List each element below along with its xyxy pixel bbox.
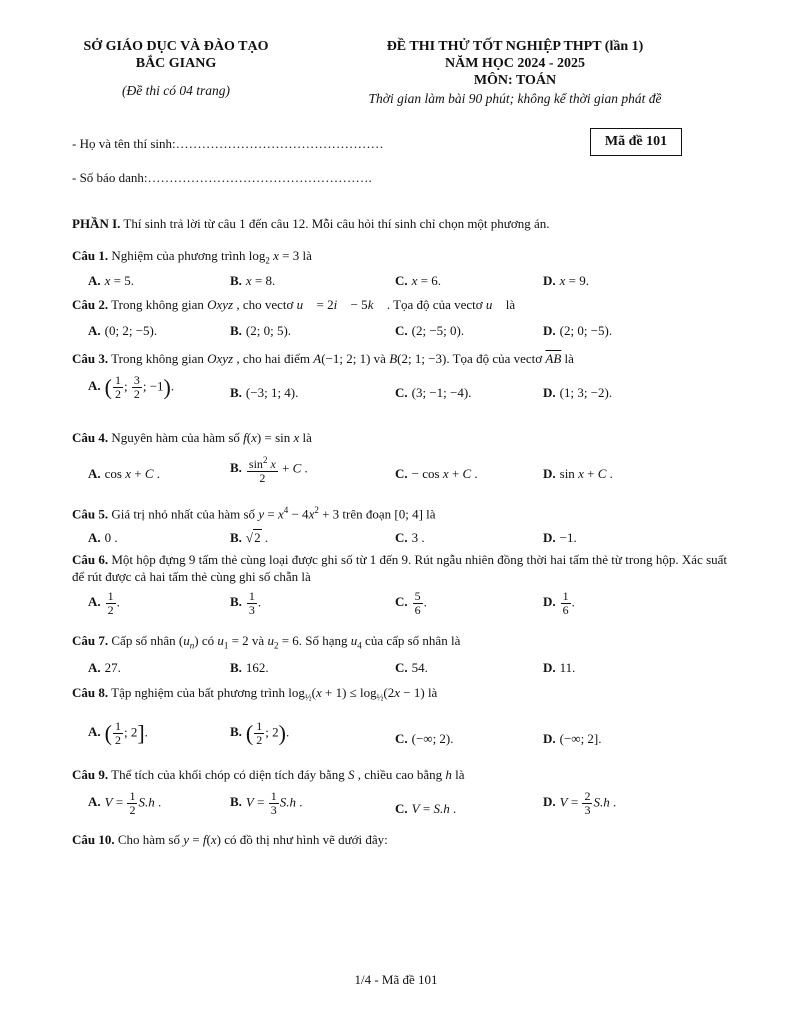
q8-option-b: B. ( $\frac{1}{2}$ ; 2). bbox=[230, 719, 290, 747]
q5-option-c: C. 3 . bbox=[395, 530, 425, 545]
q5-option-d: D. −1. bbox=[543, 530, 577, 545]
q8-option-a: A. ( $\frac{1}{2}$ ; 2]. bbox=[88, 719, 148, 747]
question-7: Câu 7. Cấp số nhân $(u_n)$ có $u_1 = 2$ và $u_2 = 6$. Số hạng $u_4$ của cấp số nhân là bbox=[72, 633, 461, 651]
q4-option-b: B. $\frac{\sin^2 x}{2}$ + C . bbox=[230, 455, 308, 485]
part1-label: PHẦN I. bbox=[72, 216, 121, 231]
exam-code-box: Mã đề 101 bbox=[590, 128, 682, 156]
q5-option-a: A. 0 . bbox=[88, 530, 118, 545]
q1-option-a: A. x = 5. bbox=[88, 273, 135, 288]
q6-option-b: B. $\frac{1}{3}$ . bbox=[230, 589, 262, 617]
q1-option-c: C. x = 6. bbox=[395, 273, 442, 288]
q2-option-c: C. (2; −5; 0). bbox=[395, 323, 465, 338]
question-8: Câu 8. Tập nghiệm của bất phương trình $\log_{\frac{1}{2}}(x + 1) \le \log_{\frac{1}{2}}(2x - 1)$ là bbox=[72, 685, 438, 703]
time-note: Thời gian làm bài 90 phút; không kể thời gian phát đề bbox=[368, 91, 662, 106]
question-5: Câu 5. Giá trị nhỏ nhất của hàm số $y = x^4 - 4x^2 + 3$ trên đoạn [0; 4] là bbox=[72, 505, 436, 522]
part1-intro bbox=[72, 216, 549, 232]
department-header bbox=[40, 38, 312, 99]
q4-option-a: A. cos x + C . bbox=[88, 466, 161, 481]
question-10: Câu 10. Cho hàm số y = f(x) có đồ thị như hình vẽ dưới đây: bbox=[72, 832, 388, 847]
q9-option-c: C. V = S.h . bbox=[395, 801, 457, 816]
q3-option-d: D. (1; 3; −2). bbox=[543, 385, 613, 400]
q8-option-d: D. (−∞; 2]. bbox=[543, 731, 602, 746]
part1-text: Thí sinh trả lời từ câu 1 đến câu 12. Mỗi câu hỏi thí sinh chỉ chọn một phương án. bbox=[120, 216, 550, 231]
q2-option-a: A. (0; 2; −5). bbox=[88, 323, 158, 338]
q8-option-c: C. (−∞; 2). bbox=[395, 731, 454, 746]
q2-option-d: D. (2; 0; −5). bbox=[543, 323, 613, 338]
q6-option-a: A. $\frac{1}{2}$ . bbox=[88, 589, 120, 617]
student-id-field: - Số báo danh:……………………………………………. bbox=[72, 170, 372, 185]
subject: MÔN: TOÁN bbox=[473, 73, 557, 88]
q7-option-d: D. 11. bbox=[543, 660, 576, 675]
q6-option-c: C. $\frac{5}{6}$ . bbox=[395, 589, 427, 617]
school-year: NĂM HỌC 2024 - 2025 bbox=[445, 56, 585, 71]
department-name: SỞ GIÁO DỤC VÀ ĐÀO TẠO bbox=[83, 39, 269, 54]
q9-option-a: A. V = $\frac{1}{2}$ S.h . bbox=[88, 789, 162, 817]
q3-option-b: B. (−3; 1; 4). bbox=[230, 385, 299, 400]
question-4: Câu 4. Nguyên hàm của hàm số f(x) = sin x là bbox=[72, 430, 312, 445]
province-name: BẮC GIANG bbox=[135, 56, 217, 71]
q6-option-d: D. $\frac{1}{6}$ . bbox=[543, 589, 575, 617]
q3-option-a: A. ( $\frac{1}{2}$ ; $\frac{3}{2}$ ; −1). bbox=[88, 373, 175, 401]
q7-option-a: A. 27. bbox=[88, 660, 121, 675]
student-name-field: - Họ và tên thí sinh:………………………………………… bbox=[72, 136, 384, 151]
page-count-note: (Đề thi có 04 trang) bbox=[122, 83, 230, 98]
q3-option-c: C. (3; −1; −4). bbox=[395, 385, 472, 400]
q1-option-d: D. x = 9. bbox=[543, 273, 590, 288]
q9-option-b: B. V = $\frac{1}{3}$ S.h . bbox=[230, 789, 303, 817]
question-2: Câu 2. Trong không gian Oxyz , cho vectơ u⃗ = 2i⃗ − 5k⃗ . Tọa độ của vectơ u⃗ là bbox=[72, 297, 516, 312]
q4-option-d: D. sin x + C . bbox=[543, 466, 613, 481]
exam-title: ĐỀ THI THỬ TỐT NGHIỆP THPT (lần 1) bbox=[386, 39, 644, 54]
question-6: Câu 6. Một hộp đựng 9 tấm thẻ cùng loại được ghi số từ 1 đến 9. Rút ngẫu nhiên đồng thời hai tấm thẻ từ trong hộp. Xác suất để rút được cả hai tấm thẻ cùng ghi số chẵn là bbox=[72, 552, 728, 584]
q5-option-b: B. √2 . bbox=[230, 530, 269, 545]
question-9: Câu 9. Thể tích của khối chóp có diện tích đáy bằng S , chiều cao bằng h là bbox=[72, 767, 465, 782]
question-1: Câu 1. Nghiệm của phương trình $\log_2 x = 3$ là bbox=[72, 248, 312, 266]
q2-option-b: B. (2; 0; 5). bbox=[230, 323, 292, 338]
question-3: Câu 3. Trong không gian Oxyz , cho hai điểm A(−1; 2; 1) và B(2; 1; −3). Tọa độ của vectơ $\overline{AB}$ là bbox=[72, 351, 574, 366]
page-footer: 1/4 - Mã đề 101 bbox=[354, 972, 438, 987]
question-label: Câu 1. bbox=[72, 248, 109, 263]
exam-header bbox=[340, 38, 690, 107]
q7-option-b: B. 162. bbox=[230, 660, 269, 675]
q9-option-d: D. V = $\frac{2}{3}$ S.h . bbox=[543, 789, 617, 817]
q4-option-c: C. − cos x + C . bbox=[395, 466, 478, 481]
q7-option-c: C. 54. bbox=[395, 660, 428, 675]
q1-option-b: B. x = 8. bbox=[230, 273, 276, 288]
